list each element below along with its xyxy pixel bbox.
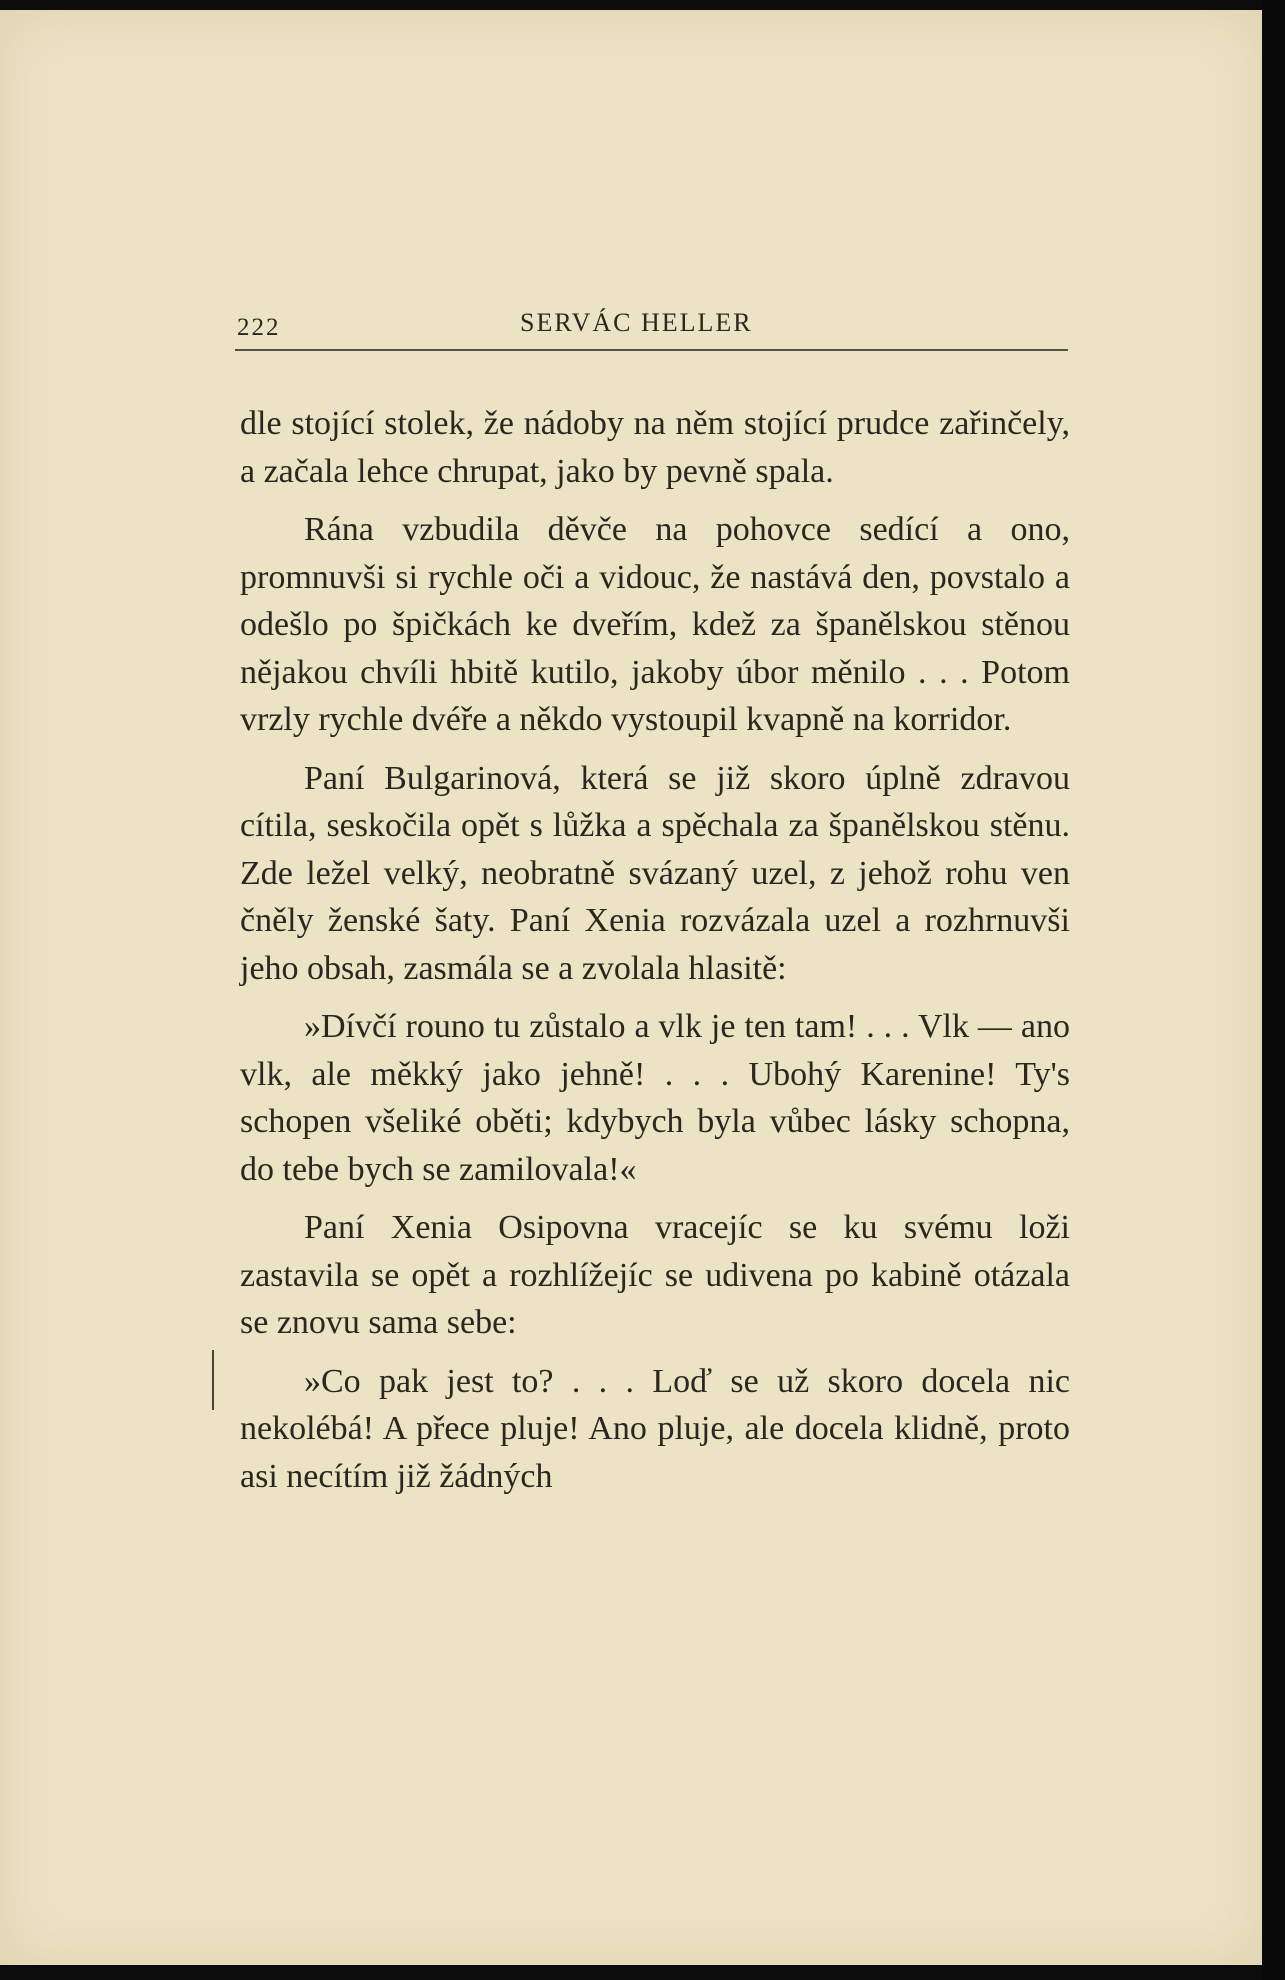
running-title: SERVÁC HELLER	[520, 308, 753, 337]
running-head	[237, 308, 1067, 348]
page-number: 222	[237, 314, 281, 341]
body-text	[240, 400, 1070, 1500]
header-rule	[235, 349, 1068, 351]
margin-pencil-mark	[212, 1350, 222, 1410]
paragraph: Paní Xenia Osipovna vracejíc se ku svému loži zastavila se opět a rozhlížejíc se udivena po kabině otázala se znovu sama sebe:	[240, 1209, 1070, 1341]
paragraph: Rána vzbudila děvče na pohovce sedící a ono, promnuvši si rychle oči a vidouc, že nastává den, povstalo a odešlo po špičkách ke dveřím, kdež za španělskou stěnou nějakou chvíli hbitě kutilo, jakoby úbor měnilo . . . Potom vrzly rychle dvéře a někdo vystoupil kvapně na korridor.	[240, 511, 1070, 738]
paragraph: »Dívčí rouno tu zůstalo a vlk je ten tam! . . . Vlk — ano vlk, ale měkký jako jehně! . . . Ubohý Karenine! Ty's schopen všeliké oběti; kdybych byla vůbec lásky schopna, do tebe bych se zamilovala!«	[240, 1008, 1070, 1188]
scan-edge	[1262, 0, 1285, 1980]
book-page	[0, 10, 1262, 1965]
paragraph: Paní Bulgarinová, která se již skoro úplně zdravou cítila, seskočila opět s lůžka a spěchala za španělskou stěnu. Zde ležel velký, neobratně svázaný uzel, z jehož rohu ven čněly ženské šaty. Paní Xenia rozvázala uzel a rozhrnuvši jeho obsah, zasmála se a zvolala hlasitě:	[240, 759, 1070, 987]
paragraph: dle stojící stolek, že nádoby na něm stojící prudce zařinčely, a začala lehce chrupat, jako by pevně spala.	[240, 405, 1070, 490]
paragraph: »Co pak jest to? . . . Loď se už skoro docela nic nekolébá! A přece pluje! Ano pluje, ale docela klidně, proto asi necítím již žádných	[240, 1362, 1070, 1495]
